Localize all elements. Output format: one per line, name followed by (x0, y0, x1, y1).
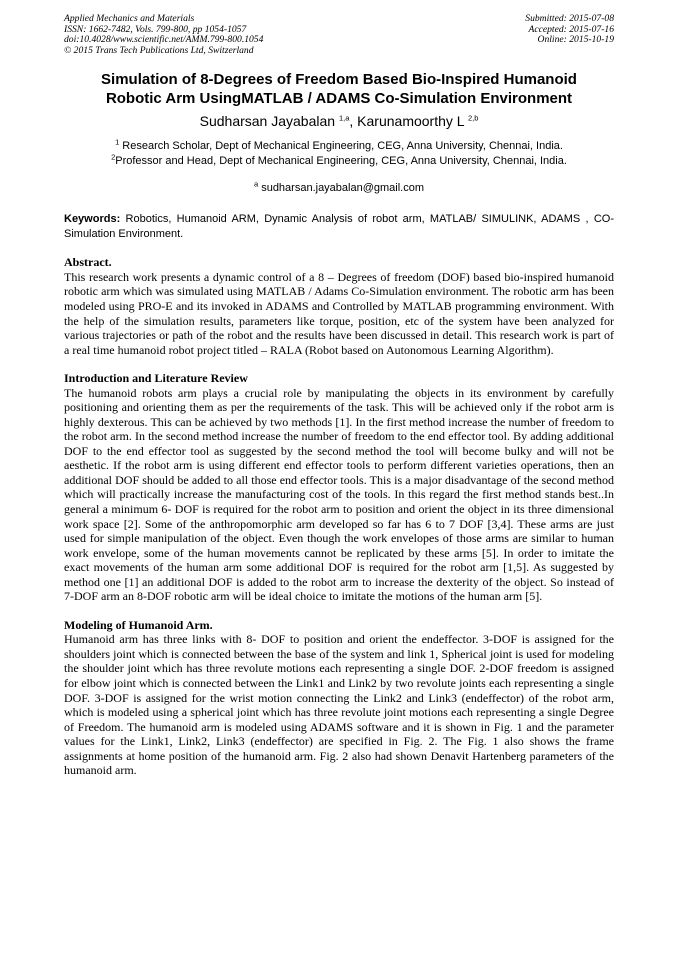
online-date: Online: 2015-10-19 (537, 34, 614, 46)
intro-heading: Introduction and Literature Review (64, 371, 248, 386)
author-2-affil-mark: 2,b (467, 113, 479, 123)
keywords-text: Robotics, Humanoid ARM, Dynamic Analysis of robot arm, MATLAB/ SIMULINK, ADAMS , CO-Simulation Environment. (64, 213, 614, 240)
abstract-heading: Abstract. (64, 255, 112, 270)
author-2-name: Karunamoorthy L (357, 113, 465, 130)
author-list (64, 112, 614, 130)
journal-header (64, 14, 614, 56)
author-1-name: Sudharsan Jayabalan (199, 113, 336, 130)
journal-info (64, 14, 263, 56)
intro-text: The humanoid robots arm plays a crucial role by manipulating the objects in its environment by carefully positioning and orienting them as per the requirements of the task. This will be achieved only if the robot arm is highly dexterous. This can be achieved by two methods [1]. In the first method increase the number of freedom to the robot arm. In the second method increase the number of freedom to the end effector tool. By adding additional DOF to the end effector tool as suggested by the second method the tool will become bulky and will not be aesthetic. If the robot arm is using different end effector tools to perform different varieties operations, then an additional DOF should be added to all those end effector tools. This is a major disadvantage of the second method which will practically increase the manufacturing cost of the tools. In this regard the first method stands best..In general a minimum 6- DOF is required for the robot arm to position and orient the object in its three dimensional work space [2]. Some of the anthropomorphic arm developed so far has 6 to 7 DOF [3,4]. These arms are just used for simple manipulation of the object. Even though the work envelopes of those arms are similar to human work envelope, some of the human movements cannot be replicated by these arms [5]. In order to imitate the exact movements of the human arm some additional DOF is required for the robot arm [1,5]. As suggested by method one [1] an additional DOF is added to the robot arm to increase the dexterity of the object. So instead of 7-DOF arm an 8-DOF robotic arm will be ideal choice to imitate the motions of the human arm [5]. (64, 385, 614, 604)
modeling-heading: Modeling of Humanoid Arm. (64, 617, 213, 632)
journal-issn: ISSN: 1662-7482, Vols. 799-800, pp 1054-1057 (64, 23, 247, 35)
affiliation-2-text: Professor and Head, Dept of Mechanical Engineering, CEG, Anna University, Chennai, India. (115, 155, 567, 168)
email-address: sudharsan.jayabalan@gmail.com (258, 182, 425, 195)
title-line-2: Robotic Arm UsingMATLAB / ADAMS Co-Simulation Environment (105, 90, 573, 108)
keywords (64, 212, 614, 241)
journal-doi: doi:10.4028/www.scientific.net/AMM.799-800.1054 (64, 34, 264, 46)
affiliations (64, 139, 614, 169)
author-1-affil-mark: 1,a (338, 113, 350, 123)
email-mark: a (253, 179, 259, 189)
publication-dates (525, 14, 614, 56)
affiliation-1-text: Research Scholar, Dept of Mechanical Engineering, CEG, Anna University, Chennai, India. (119, 140, 563, 153)
journal-copyright: © 2015 Trans Tech Publications Ltd, Switzerland (64, 44, 254, 56)
title-line-1: Simulation of 8-Degrees of Freedom Based Bio-Inspired Humanoid (101, 71, 577, 89)
affiliation-1-mark: 1 (115, 137, 120, 147)
affiliation-2-mark: 2 (111, 152, 116, 162)
affiliation-2 (64, 154, 614, 169)
paper-title (64, 70, 614, 108)
modeling-text: Humanoid arm has three links with 8- DOF to position and orient the endeffector. 3-DOF is assigned for the shoulders joint which is connected between the base of the system and link 1, Spherical joint is used for modeling the shoulder joint which has three revolute motions each representing a single DOF. 2-DOF freedom is assigned for elbow joint which is connected between the Link1 and Link2 by two revolute joints each representing a single DOF. 3-DOF is assigned for the wrist motion connecting the Link2 and Link3 (endeffector) of the robot arm, which is modeled using a spherical joint which has three revolute joint motions each representing a single Degree of Freedom. The humanoid arm is modeled using ADAMS software and it is shown in Fig. 1 and the parameter values for the Link1, Link2, Link3 (endeffector) are specified in Fig. 2. The Fig. 1 also shows the frame assignments at home position of the humanoid arm. Fig. 2 also had shown Denavit Hartenberg parameters of the humanoid arm. (64, 632, 614, 778)
keywords-label: Keywords: (64, 213, 121, 226)
affiliation-1 (64, 139, 614, 154)
corresponding-email (64, 181, 614, 196)
journal-name: Applied Mechanics and Materials (64, 13, 195, 24)
submitted-date: Submitted: 2015-07-08 (525, 13, 614, 24)
author-separator: , (349, 113, 358, 130)
accepted-date: Accepted: 2015-07-16 (528, 23, 614, 35)
abstract-text: This research work presents a dynamic control of a 8 – Degrees of freedom (DOF) based bio-inspired humanoid robotic arm which was simulated using MATLAB / Adams Co-Simulation environment. The robotic arm has been modeled using PRO-E and its invoked in ADAMS and Controlled by MATLAB programming environment. With the help of the simulation results, parameters like torque, position, etc of the system have been analyzed for various trajectories or path of the robot and the results have been discussed in detail. This research work is part of a real time humanoid robot project titled – RALA (Robot based on Autonomous Learning Algorithm). (64, 269, 614, 357)
